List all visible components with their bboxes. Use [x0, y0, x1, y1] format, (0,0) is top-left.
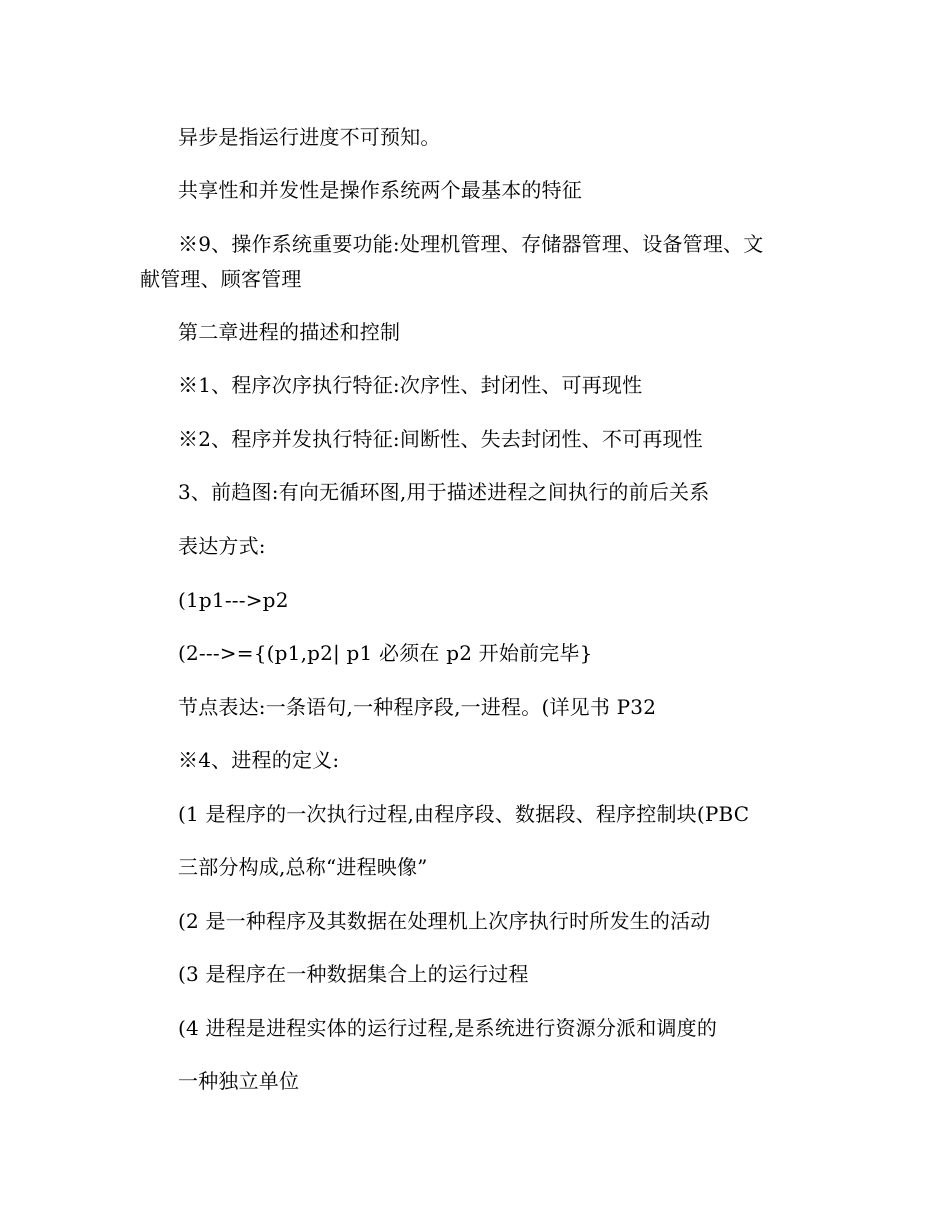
- text-line: ※1、程序次序执行特征:次序性、封闭性、可再现性: [178, 373, 643, 397]
- text-line: (1p1--->p2: [178, 588, 289, 612]
- text-line: 异步是指运行进度不可预知。: [178, 125, 441, 149]
- text-line: 一种独立单位: [178, 1069, 300, 1093]
- text-line: (2--->={(p1,p2| p1 必须在 p2 开始前完毕}: [178, 641, 593, 665]
- text-line: 节点表达:一条语句,一种程序段,一进程。(详见书 P32: [178, 695, 657, 719]
- text-line: ※9、操作系统重要功能:处理机管理、存储器管理、设备管理、文: [178, 232, 764, 256]
- text-line: 3、前趋图:有向无循环图,用于描述进程之间执行的前后关系: [178, 480, 710, 504]
- text-line: (4 进程是进程实体的运行过程,是系统进行资源分派和调度的: [178, 1016, 718, 1040]
- text-line: 三部分构成,总称“进程映像”: [178, 855, 428, 879]
- text-line: ※4、进程的定义:: [178, 748, 340, 772]
- text-line: ※2、程序并发执行特征:间断性、失去封闭性、不可再现性: [178, 427, 703, 451]
- text-line: 共享性和并发性是操作系统两个最基本的特征: [178, 178, 582, 202]
- text-line: (3 是程序在一种数据集合上的运行过程: [178, 962, 529, 986]
- chapter-heading: 第二章进程的描述和控制: [178, 320, 401, 344]
- text-line: (1 是程序的一次执行过程,由程序段、数据段、程序控制块(PBC: [178, 802, 750, 826]
- text-line: 献管理、顾客管理: [140, 267, 302, 291]
- text-line: (2 是一种程序及其数据在处理机上次序执行时所发生的活动: [178, 909, 711, 933]
- text-line: 表达方式:: [178, 534, 266, 558]
